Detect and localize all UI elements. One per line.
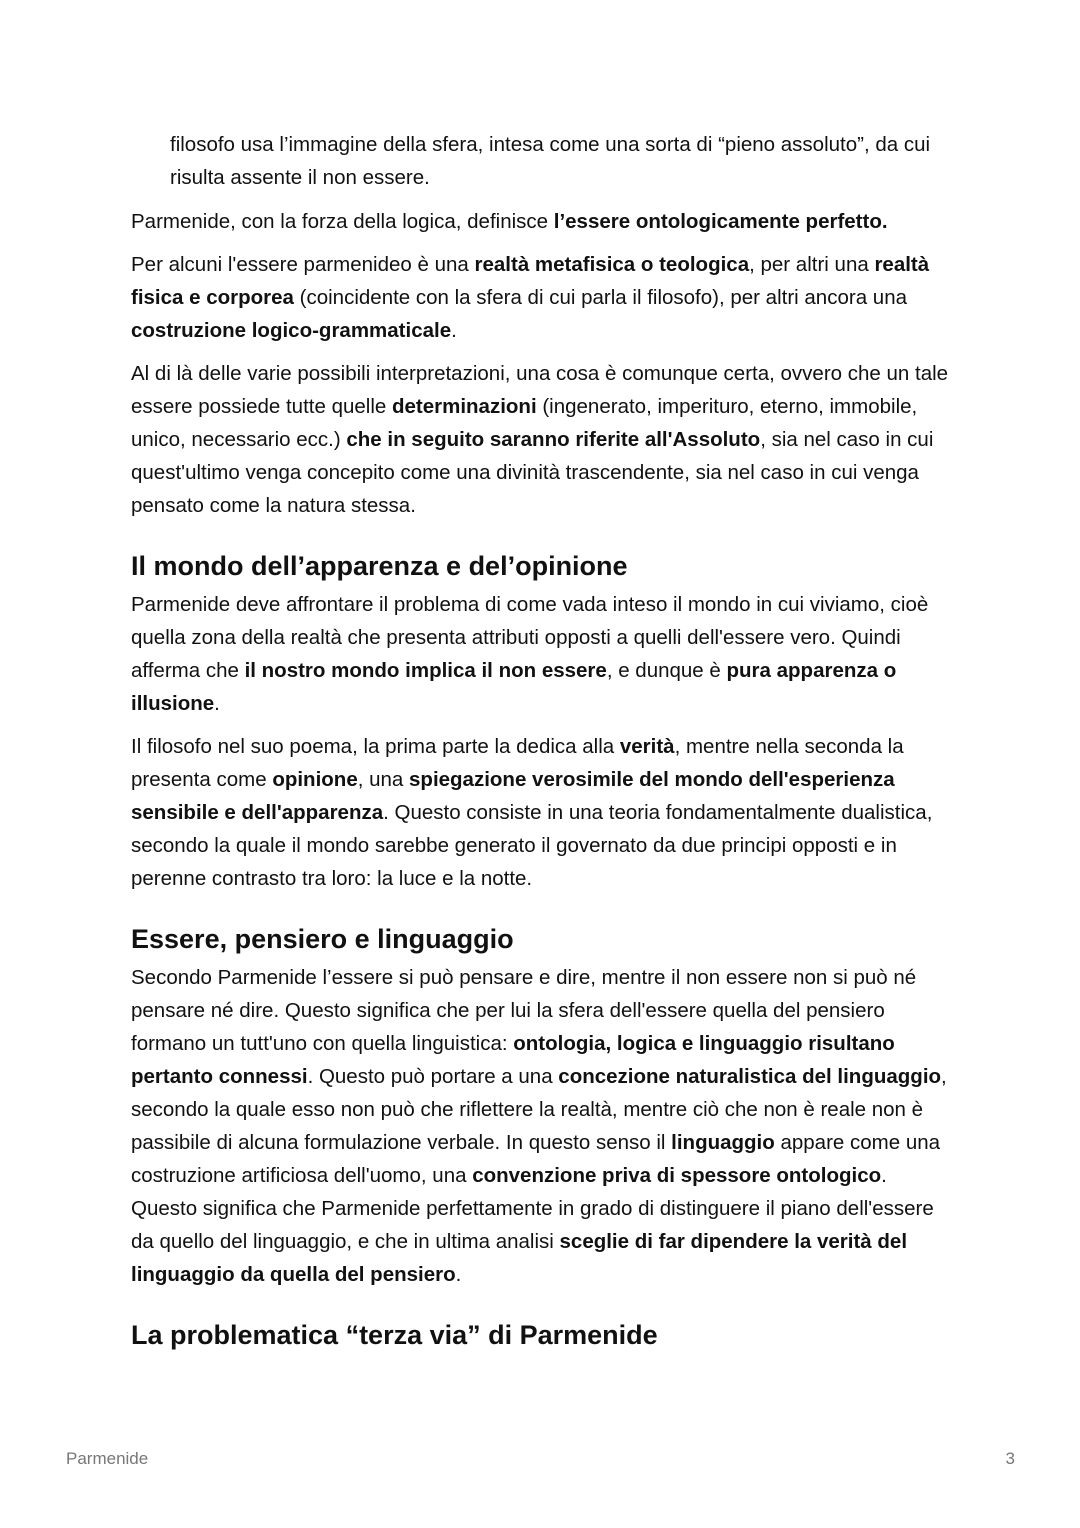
footer-page-number: 3: [1005, 1449, 1015, 1468]
paragraph-poem: Il filosofo nel suo poema, la prima parte la dedica alla verità, mentre nella seconda la presenta come opinione, una spiegazione verosimile del mondo dell'esperienza sensibile e dell'apparenza. Questo consiste in una teoria fondamentalmente dualistica, secondo la quale il mondo sarebbe generato il governato da due principi opposti e in perenne contrasto tra loro: la luce e la notte.: [131, 735, 933, 890]
paragraph-language: Secondo Parmenide l’essere si può pensare e dire, mentre il non essere non si può né pensare né dire. Questo significa che per lui la sfera dell'essere quella del pensiero formano un tutt'uno con quella linguistica: ontologia, logica e linguaggio risultano pertanto connessi. Questo può portare a una concezione naturalistica del linguaggio, secondo la quale esso non può che riflettere la realtà, mentre ciò che non è reale non è passibile di alcuna formulazione verbale. In questo senso il linguaggio appare come una costruzione artificiosa dell'uomo, una convenzione priva di spessore ontologico. Questo significa che Parmenide perfettamente in grado di distinguere il piano dell'essere da quello del linguaggio, e che in ultima analisi sceglie di far dipendere la verità del linguaggio da quella del pensiero.: [131, 966, 947, 1286]
paragraph-perfect-being: Parmenide, con la forza della logica, definisce l’essere ontologicamente perfetto.: [131, 210, 888, 233]
paragraph-determinations: Al di là delle varie possibili interpretazioni, una cosa è comunque certa, ovvero che un tale essere possiede tutte quelle determinazioni (ingenerato, imperituro, eterno, immobile, unico, necessario ecc.) che in seguito saranno riferite all'Assoluto, sia nel caso in cui quest'ultimo venga concepito come una divinità trascendente, sia nel caso in cui venga pensato come la natura stessa.: [131, 362, 949, 517]
heading-appearance-opinion: Il mondo dell’apparenza e del’opinione: [131, 551, 628, 581]
heading-third-way: La problematica “terza via” di Parmenide: [131, 1320, 658, 1350]
paragraph-interpretations: Per alcuni l'essere parmenideo è una realtà metafisica o teologica, per altri una realtà fisica e corporea (coincidente con la sfera di cui parla il filosofo), per altri ancora una costruzione logico-grammaticale.: [131, 253, 930, 342]
paragraph-sphere: filosofo usa l’immagine della sfera, intesa come una sorta di “pieno assoluto”, da cui risulta assente il non essere.: [170, 133, 931, 189]
footer-document-title: Parmenide: [66, 1449, 149, 1468]
document-body: [131, 128, 951, 1357]
heading-being-thought-language: Essere, pensiero e linguaggio: [131, 924, 514, 954]
paragraph-world-problem: Parmenide deve affrontare il problema di come vada inteso il mondo in cui viviamo, cioè quella zona della realtà che presenta attributi opposti a quelli dell'essere vero. Quindi afferma che il nostro mondo implica il non essere, e dunque è pura apparenza o illusione.: [131, 593, 929, 715]
